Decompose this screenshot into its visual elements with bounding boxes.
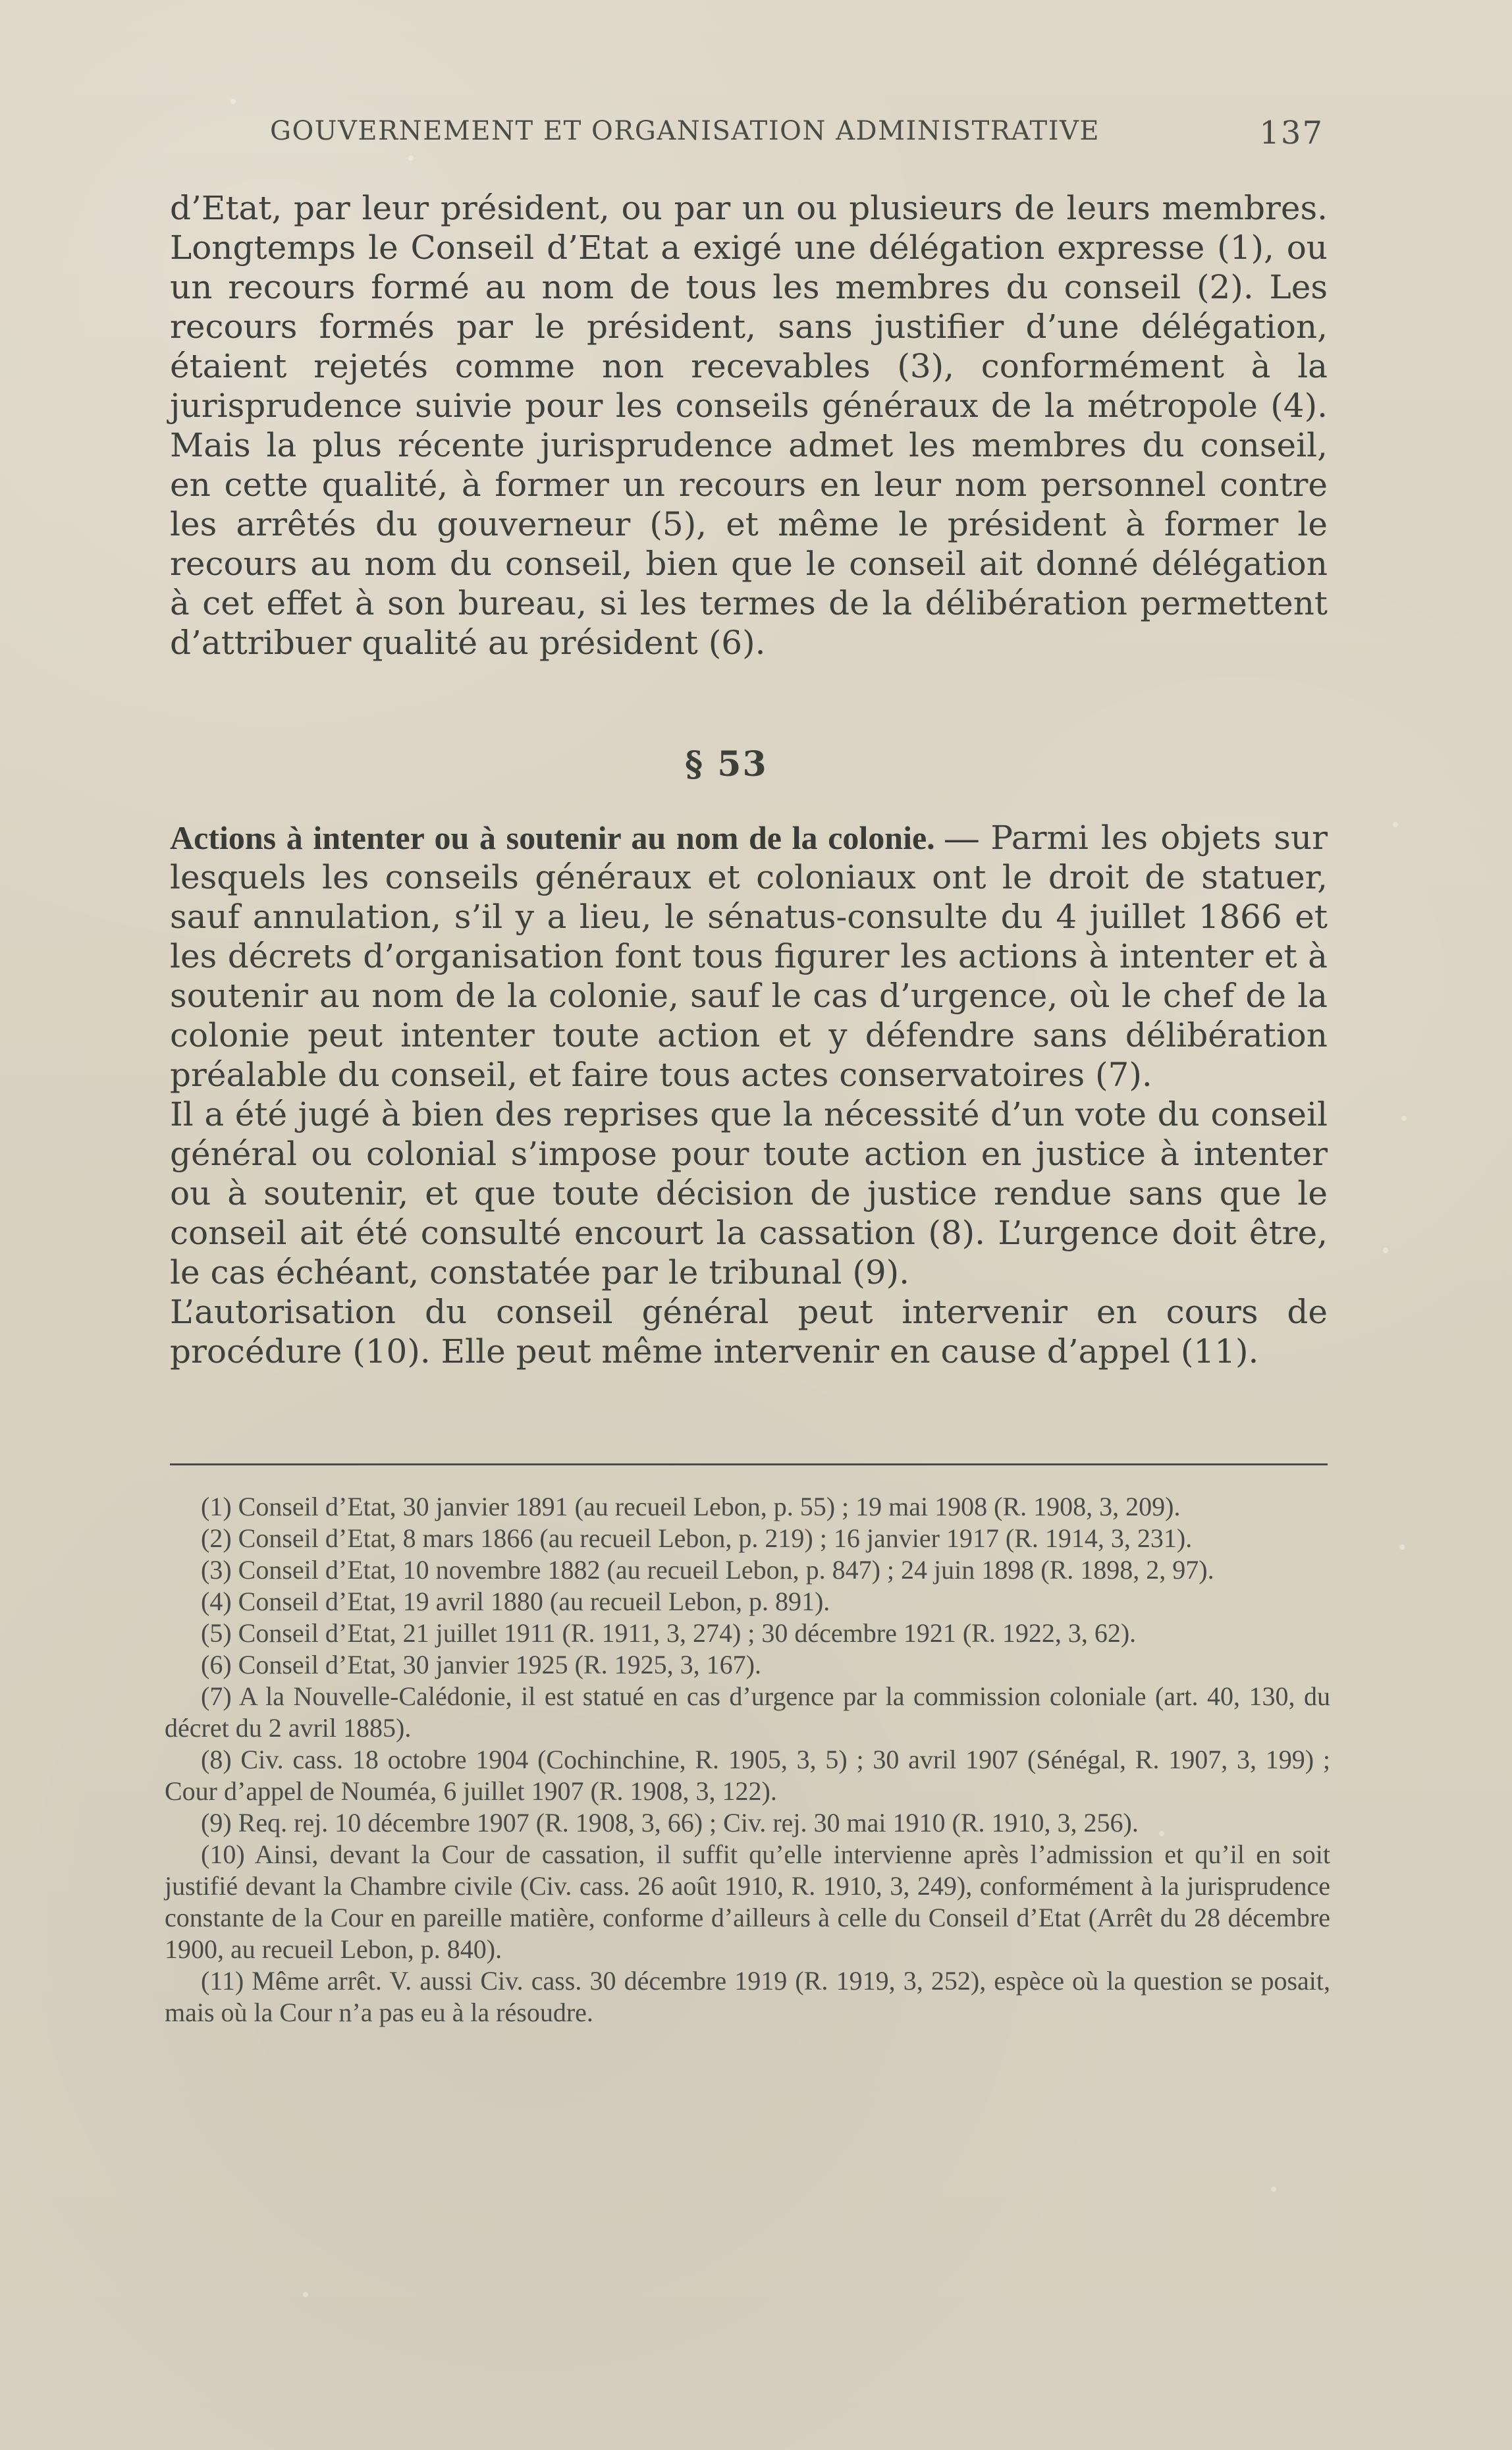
body-paragraph-1: d’Etat, par leur président, ou par un ou plusieurs de leurs membres. Longtemps le Conseil d’Etat a exigé une délégation expresse (1), ou un recours formé au nom de tous les membres du conseil (2). Les recours formés par le président, sans justifier d’une délégation, étaient rejetés comme non recevables (3), conformément à la jurisprudence suivie pour les conseils généraux de la métropole (4). Mais la plus récente jurisprudence admet les membres du conseil, en cette qualité, à former un recours en leur nom personnel contre les arrêtés du gouverneur (5), et même le président à former le recours au nom du conseil, bien que le conseil ait donné délégation à cet effet à son bureau, si les termes de la délibération permettent d’attribuer qualité au président (6). [170,189,1328,662]
paper-speck [1383,1248,1388,1253]
section-body [170,818,1328,1371]
footnote-6: (6) Conseil d’Etat, 30 janvier 1925 (R. 1925, 3, 167). [201,1650,761,1679]
running-head: GOUVERNEMENT ET ORGANISATION ADMINISTRATIVE [270,116,1100,146]
footnote-9: (9) Req. rej. 10 décembre 1907 (R. 1908, 3, 66) ; Civ. rej. 30 mai 1910 (R. 1910, 3, 256). [201,1808,1139,1838]
paper-speck [230,99,236,104]
footnote-8: (8) Civ. cass. 18 octobre 1904 (Cochinchine, R. 1905, 3, 5) ; 30 avril 1907 (Sénégal, R. 1907, 3, 199) ; Cour d’appel de Nouméa, 6 juillet 1907 (R. 1908, 3, 122). [165,1745,1330,1806]
paper-speck [1393,822,1398,827]
footnote-1: (1) Conseil d’Etat, 30 janvier 1891 (au recueil Lebon, p. 55) ; 19 mai 1908 (R. 1908, 3, 209). [201,1492,1181,1521]
paper-speck [1271,2187,1276,2192]
paper-speck [1401,1116,1407,1121]
main-body [170,188,1328,663]
footnote-10: (10) Ainsi, devant la Cour de cassation, il suffit qu’elle intervienne après l’admission et qu’il en soit justifié devant la Chambre civile (Civ. cass. 26 août 1910, R. 1910, 3, 249), conformément à la jurisprudence constante de la Cour en pareille matière, conforme d’ailleurs à celle du Conseil d’Etat (Arrêt du 28 décembre 1900, au recueil Lebon, p. 840). [165,1839,1330,1964]
section-title: Actions à intenter ou à soutenir au nom de la colonie. — [170,819,979,856]
section-paragraph-1-text: Parmi les objets sur lesquels les conseils généraux et coloniaux ont le droit de statuer, sauf annulation, s’il y a lieu, le sénatus-consulte du 4 juillet 1866 et les décrets d’organisation font tous figurer les actions à intenter et à soutenir au nom de la colonie, sauf le cas d’urgence, où le chef de la colonie peut intenter toute action et y défendre sans délibération préalable du conseil, et faire tous actes conservatoires (7). [170,819,1328,1094]
footnote-5: (5) Conseil d’Etat, 21 juillet 1911 (R. 1911, 3, 274) ; 30 décembre 1921 (R. 1922, 3, 62). [201,1618,1137,1648]
paper-speck [303,2292,308,2297]
section-paragraph-2: Il a été jugé à bien des reprises que la nécessité d’un vote du conseil général ou colonial s’impose pour toute action en justice à intenter ou à soutenir, et que toute décision de justice rendue sans que le conseil ait été consulté encourt la cassation (8). L’urgence doit être, le cas échéant, constatée par le tribunal (9). [170,1095,1328,1292]
paper-speck [1399,1544,1405,1550]
footnote-separator [170,1463,1328,1465]
section-paragraph-3: L’autorisation du conseil général peut intervenir en cours de procédure (10). Elle peut même intervenir en cause d’appel (11). [170,1293,1328,1371]
footnote-3: (3) Conseil d’Etat, 10 novembre 1882 (au recueil Lebon, p. 847) ; 24 juin 1898 (R. 1898, 2, 97). [201,1555,1214,1585]
page-header [270,116,1324,155]
section-paragraph-1 [170,818,1328,1095]
footnote-2: (2) Conseil d’Etat, 8 mars 1866 (au recueil Lebon, p. 219) ; 16 janvier 1917 (R. 1914, 3, 231). [201,1523,1193,1553]
section-number: § 53 [685,744,768,784]
footnotes [165,1491,1330,2028]
footnote-11: (11) Même arrêt. V. aussi Civ. cass. 30 décembre 1919 (R. 1919, 3, 252), espèce où la question se posait, mais où la Cour n’a pas eu à la résoudre. [165,1966,1330,2027]
page-number: 137 [1259,115,1324,151]
footnote-7: (7) A la Nouvelle-Calédonie, il est statué en cas d’urgence par la commission coloniale (art. 40, 130, du décret du 2 avril 1885). [165,1681,1330,1743]
paper-speck [408,155,414,161]
footnote-4: (4) Conseil d’Etat, 19 avril 1880 (au recueil Lebon, p. 891). [201,1587,830,1616]
